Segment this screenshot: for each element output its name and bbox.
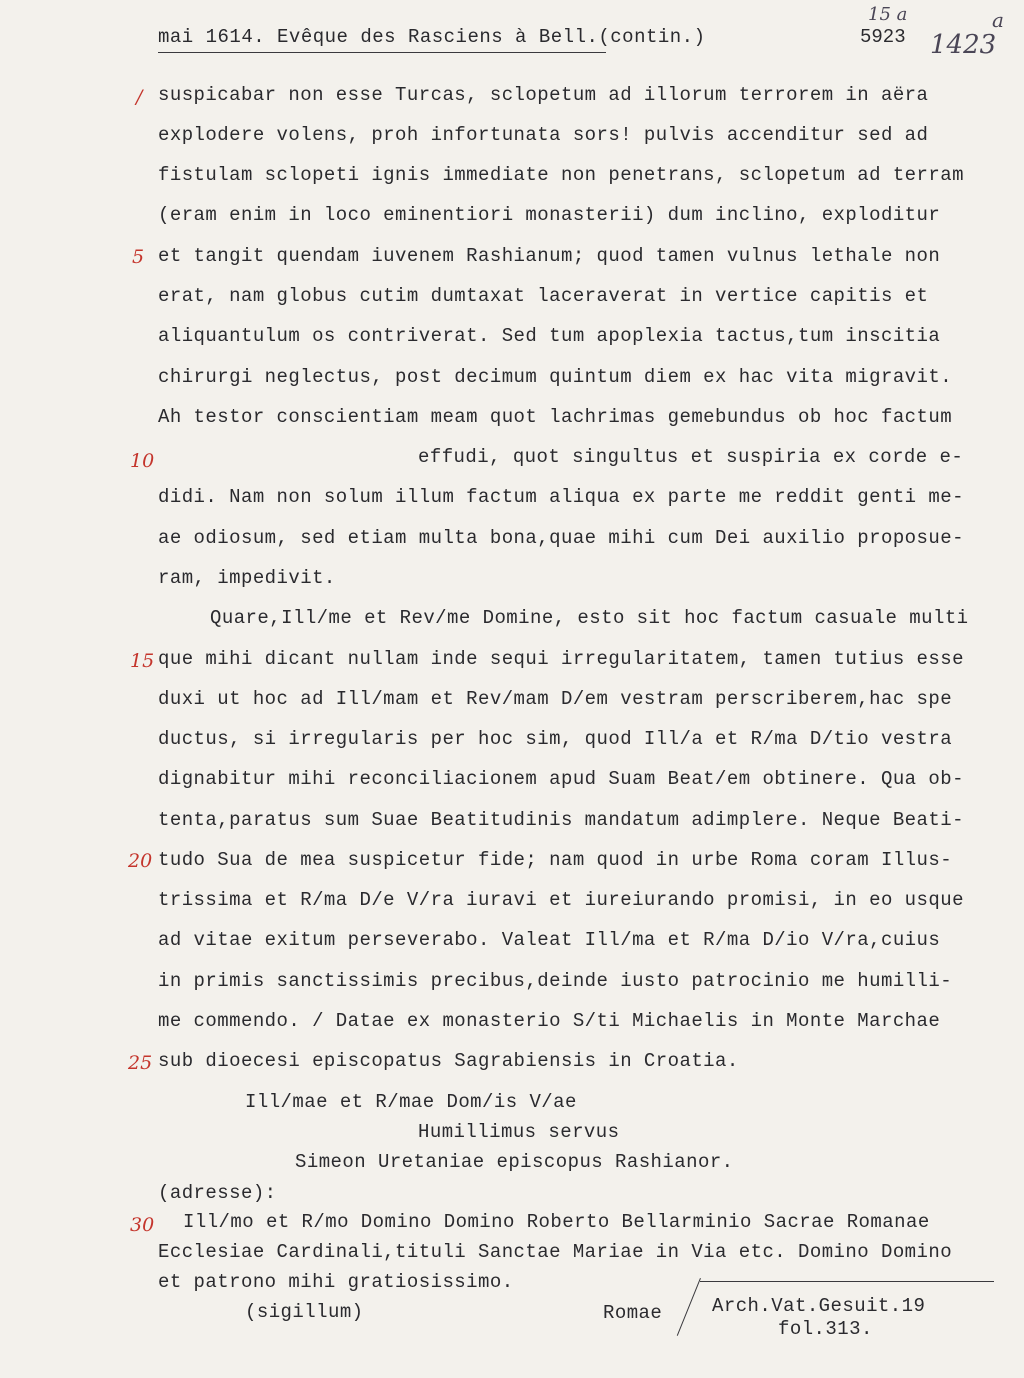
typed-folio-number: 5923: [860, 26, 906, 48]
source-archive: Arch.Vat.Gesuit.19: [712, 1295, 926, 1317]
text-line-24: me commendo. / Datae ex monasterio S/ti Michaelis in Monte Marchae: [158, 1010, 941, 1032]
text-line-22: ad vitae exitum perseverabo. Valeat Ill/ma et R/ma D/io V/ra,cuius: [158, 929, 941, 951]
text-line-15: que mihi dicant nullam inde sequi irregularitatem, tamen tutius esse: [158, 648, 964, 670]
sigillum-label: (sigillum): [245, 1301, 364, 1323]
handwritten-top-note: 15 a: [868, 4, 908, 25]
text-line-18: dignabitur mihi reconciliacionem apud Suam Beat/em obtinere. Qua ob-: [158, 768, 964, 790]
text-line-20: tudo Sua de mea suspicetur fide; nam quod in urbe Roma coram Illus-: [158, 849, 953, 871]
text-line-25: sub dioecesi episcopatus Sagrabiensis in Croatia.: [158, 1050, 739, 1072]
header-underline: [158, 52, 606, 53]
source-rule: [700, 1281, 994, 1282]
text-line-3: fistulam sclopeti ignis immediate non penetrans, sclopetum ad terram: [158, 164, 964, 186]
text-line-6: erat, nam globus cutim dumtaxat laceraverat in vertice capitis et: [158, 285, 929, 307]
text-line-16: duxi ut hoc ad Ill/mam et Rev/mam D/em vestram perscriberem,hac spe: [158, 688, 953, 710]
margin-number-30: 30: [130, 1214, 155, 1236]
romae-label: Romae: [603, 1302, 663, 1324]
margin-number-20: 20: [128, 850, 153, 872]
margin-number-25: 25: [128, 1052, 153, 1074]
text-line-7: aliquantulum os contriverat. Sed tum apoplexia tactus,tum inscitia: [158, 325, 941, 347]
source-folio: fol.313.: [778, 1318, 873, 1340]
text-line-21: trissima et R/ma D/e V/ra iuravi et iureiurando promisi, in eo usque: [158, 889, 964, 911]
text-line-9: Ah testor conscientiam meam quot lachrimas gemebundus ob hoc factum: [158, 406, 953, 428]
text-line-13: ram, impedivit.: [158, 567, 336, 589]
address-line-2: Ecclesiae Cardinali,tituli Sanctae Mariae in Via etc. Domino Domino: [158, 1241, 953, 1263]
margin-slash: /: [136, 86, 143, 108]
closing-signature: Simeon Uretaniae episcopus Rashianor.: [295, 1151, 734, 1173]
closing-servus: Humillimus servus: [418, 1121, 620, 1143]
text-line-11: didi. Nam non solum illum factum aliqua ex parte me reddit genti me-: [158, 486, 964, 508]
page-header-title: mai 1614. Evêque des Rasciens à Bell.(contin.): [158, 26, 706, 48]
handwritten-folio-letter: a: [992, 8, 1004, 32]
source-slash: [677, 1278, 701, 1336]
margin-number-15: 15: [130, 650, 155, 672]
adresse-label: (adresse):: [158, 1182, 277, 1204]
address-line-3: et patrono mihi gratiosissimo.: [158, 1271, 514, 1293]
handwritten-folio-number: 1423: [930, 30, 997, 60]
text-line-4: (eram enim in loco eminentiori monasterii) dum inclino, exploditur: [158, 204, 941, 226]
text-line-12: ae odiosum, sed etiam multa bona,quae mihi cum Dei auxilio proposue-: [158, 527, 964, 549]
text-line-19: tenta,paratus sum Suae Beatitudinis mandatum adimplere. Neque Beati-: [158, 809, 964, 831]
text-line-8: chirurgi neglectus, post decimum quintum diem ex hac vita migravit.: [158, 366, 953, 388]
text-line-10: effudi, quot singultus et suspiria ex corde e-: [418, 446, 964, 468]
margin-number-5: 5: [132, 246, 145, 268]
text-line-1: suspicabar non esse Turcas, sclopetum ad illorum terrorem in aëra: [158, 84, 929, 106]
address-line-1: Ill/mo et R/mo Domino Domino Roberto Bellarminio Sacrae Romanae: [183, 1211, 930, 1233]
text-line-14: Quare,Ill/me et Rev/me Domine, esto sit hoc factum casuale multi: [210, 607, 969, 629]
margin-number-10: 10: [130, 450, 155, 472]
closing-salutation: Ill/mae et R/mae Dom/is V/ae: [245, 1091, 577, 1113]
text-line-17: ductus, si irregularis per hoc sim, quod Ill/a et R/ma D/tio vestra: [158, 728, 953, 750]
text-line-5: et tangit quendam iuvenem Rashianum; quod tamen vulnus lethale non: [158, 245, 941, 267]
text-line-2: explodere volens, proh infortunata sors! pulvis accenditur sed ad: [158, 124, 929, 146]
text-line-23: in primis sanctissimis precibus,deinde iusto patrocinio me humilli-: [158, 970, 953, 992]
